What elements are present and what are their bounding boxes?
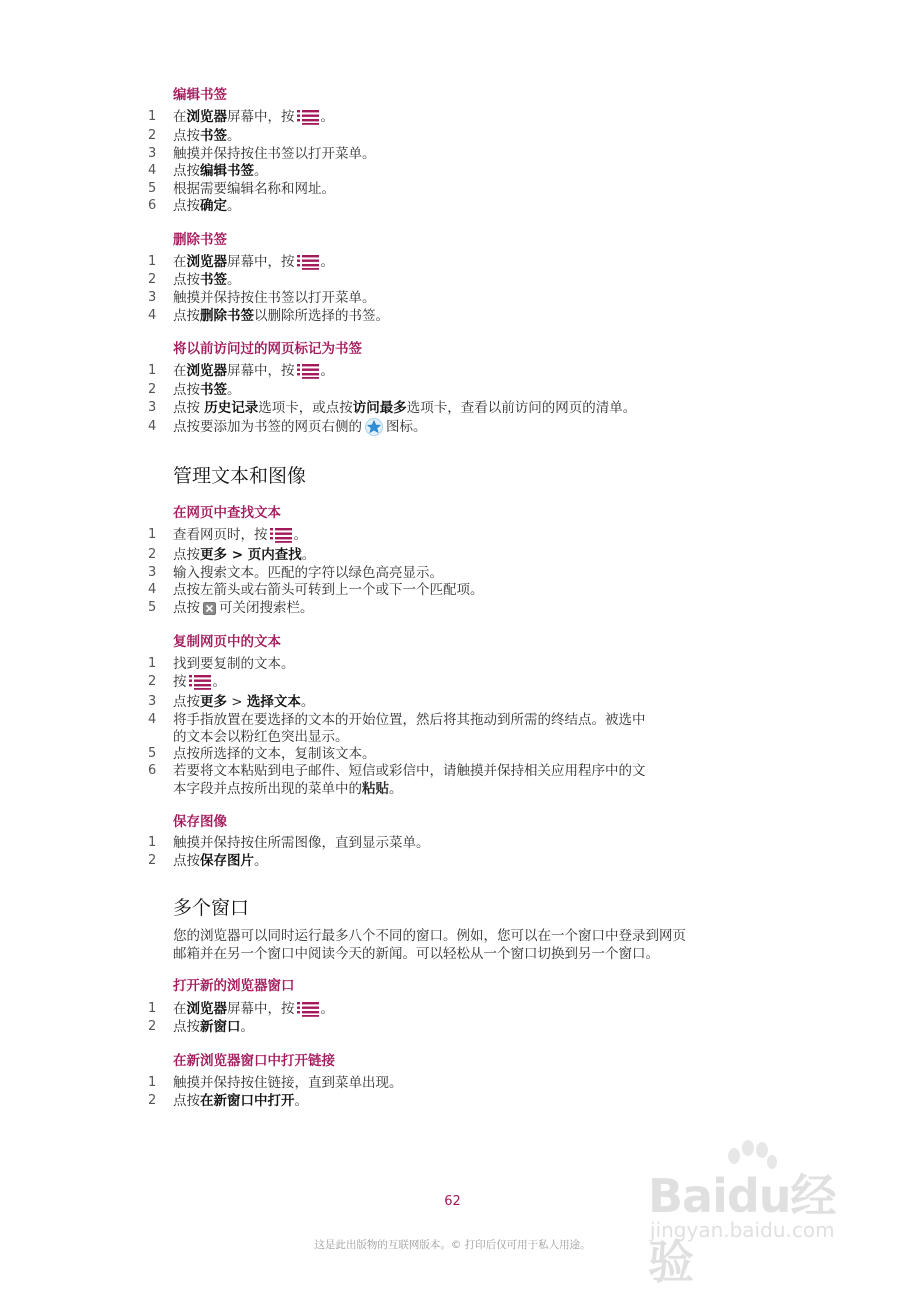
step-number: 2 [148,853,157,868]
step-number: 1 [148,363,157,378]
step-number: 1 [148,527,157,542]
menu-icon [297,254,319,270]
step-text: 点按编辑书签。 [173,163,268,179]
menu-icon [270,527,292,543]
step-text: 点按书签。 [173,272,241,288]
menu-icon [297,363,319,379]
step-text: 点按新窗口。 [173,1019,254,1035]
footer-notice: 这是此出版物的互联网版本。© 打印后仅可用于私人用途。 [314,1239,591,1251]
watermark-url: jingyan.baidu.com [650,1218,835,1242]
section-title-open-link: 在新浏览器窗口中打开链接 [173,1053,335,1069]
step-number: 1 [148,1001,157,1016]
step-text: 点按左箭头或右箭头可转到上一个或下一个匹配项。 [173,582,484,598]
step-number: 5 [148,181,157,196]
step-text: 找到要复制的文本。 [173,656,295,672]
step-text: 点按 历史记录选项卡，或点按访问最多选项卡，查看以前访问的网页的清单。 [173,400,637,416]
step-text: 触摸并保持按住书签以打开菜单。 [173,290,376,306]
step-text: 点按 可关闭搜索栏。 [173,600,314,616]
step-text: 点按确定。 [173,198,241,214]
step-text: 点按书签。 [173,128,241,144]
step-text: 点按要添加为书签的网页右侧的 图标。 [173,419,427,435]
step-number: 3 [148,400,157,415]
step-number: 2 [148,1019,157,1034]
step-text: 点按更多 > 选择文本。 [173,694,315,710]
step-number: 1 [148,835,157,850]
step-text: 查看网页时，按 。 [173,527,307,543]
page-number: 62 [444,1194,461,1209]
watermark-logo: Baidu经验 [648,1169,836,1289]
menu-icon [297,1001,319,1017]
section-title-copy-text: 复制网页中的文本 [173,634,281,650]
heading-manage-text-images: 管理文本和图像 [173,465,307,487]
section-title-delete-bookmark: 删除书签 [173,232,227,248]
section-title-edit-bookmark: 编辑书签 [173,87,227,103]
step-text-continued: 本字段并点按所出现的菜单中的粘贴。 [173,781,403,797]
step-number: 4 [148,712,157,727]
paragraph-line: 您的浏览器可以同时运行最多八个不同的窗口。例如，您可以在一个窗口中登录到网页 [173,928,686,944]
step-number: 6 [148,763,157,778]
step-text: 点按保存图片。 [173,853,268,869]
section-title-save-image: 保存图像 [173,814,227,830]
step-text: 触摸并保持按住链接，直到菜单出现。 [173,1075,403,1091]
menu-icon [189,674,211,690]
step-text: 将手指放置在要选择的文本的开始位置，然后将其拖动到所需的终结点。被选中 [173,712,646,728]
close-icon [203,602,216,615]
step-number: 2 [148,1093,157,1108]
step-text: 输入搜索文本。匹配的字符以绿色高亮显示。 [173,565,443,581]
menu-icon [297,109,319,125]
step-text: 点按书签。 [173,382,241,398]
bookmark-star-icon [365,418,383,436]
step-number: 5 [148,746,157,761]
step-text: 点按删除书签以删除所选择的书签。 [173,308,389,324]
step-number: 2 [148,674,157,689]
step-number: 6 [148,198,157,213]
step-number: 1 [148,1075,157,1090]
step-number: 3 [148,565,157,580]
step-number: 1 [148,656,157,671]
step-number: 4 [148,582,157,597]
step-number: 2 [148,272,157,287]
section-title-find-text: 在网页中查找文本 [173,505,281,521]
step-text-continued: 的文本会以粉红色突出显示。 [173,729,349,745]
step-text: 触摸并保持按住所需图像，直到显示菜单。 [173,835,430,851]
step-text: 在浏览器屏幕中，按 。 [173,109,334,125]
step-number: 2 [148,382,157,397]
step-number: 1 [148,109,157,124]
step-number: 3 [148,146,157,161]
step-number: 3 [148,694,157,709]
section-title-open-window: 打开新的浏览器窗口 [173,978,295,994]
step-text: 点按在新窗口中打开。 [173,1093,308,1109]
step-text: 点按所选择的文本，复制该文本。 [173,746,376,762]
step-text: 触摸并保持按住书签以打开菜单。 [173,146,376,162]
watermark [640,1140,870,1289]
step-number: 1 [148,254,157,269]
step-text: 根据需要编辑名称和网址。 [173,181,335,197]
step-number: 2 [148,547,157,562]
step-number: 5 [148,600,157,615]
step-number: 4 [148,163,157,178]
step-text: 在浏览器屏幕中，按 。 [173,363,334,379]
paragraph-line: 邮箱并在另一个窗口中阅读今天的新闻。可以轻松从一个窗口切换到另一个窗口。 [173,946,659,962]
step-number: 2 [148,128,157,143]
step-number: 4 [148,308,157,323]
heading-multiple-windows: 多个窗口 [173,897,250,919]
step-number: 4 [148,419,157,434]
step-text: 点按更多 > 页内查找。 [173,547,316,563]
step-text: 在浏览器屏幕中，按 。 [173,254,334,270]
section-title-mark-visited: 将以前访问过的网页标记为书签 [173,341,362,357]
step-number: 3 [148,290,157,305]
step-text: 按 。 [173,674,226,690]
step-text: 在浏览器屏幕中，按 。 [173,1001,334,1017]
step-text: 若要将文本粘贴到电子邮件、短信或彩信中，请触摸并保持相关应用程序中的文 [173,763,646,779]
